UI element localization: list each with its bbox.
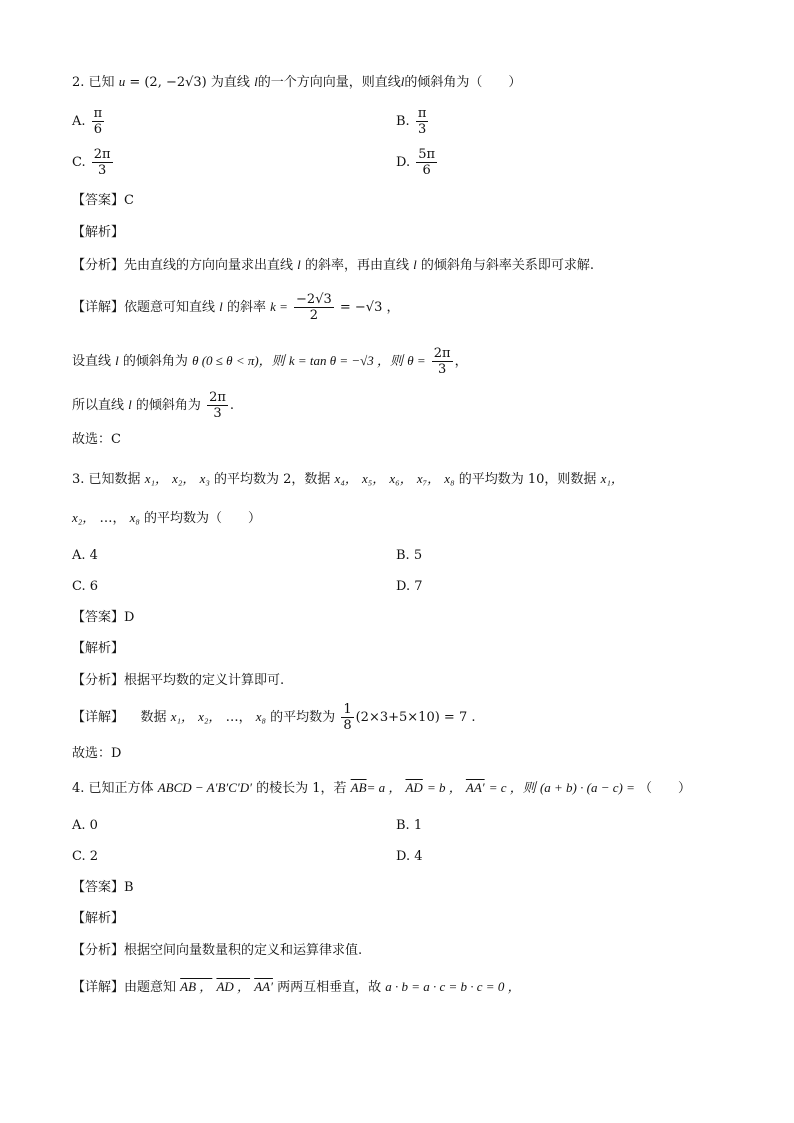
q3-fenxi [72,672,284,690]
punctuation: . [229,398,235,413]
fraction-denominator: 8 [343,718,352,733]
q2-vector-u: u [118,74,126,89]
q2-option-b-fraction [416,106,429,137]
choose-text: 故选：C [72,432,121,447]
vector-ad: $\overline{AD}$ [405,780,423,795]
q4-option-b [396,817,422,835]
q4-option-d [396,848,423,866]
q2-line-l: l [254,74,258,89]
theta-range: θ (0 ≤ θ < π)，则 [192,353,285,368]
q2-option-c-label: C. [72,154,86,170]
vector-ad: AD ， [216,979,251,994]
var-x7: x₇， [416,471,441,486]
dot-product-zero: a · b = a · c = b · c = 0 ， [385,979,521,994]
q2-stem-text-2: 的一个方向向量，则直线 [257,75,401,90]
fraction-denominator: 3 [417,122,427,137]
detail-text: 的斜率 [226,300,266,315]
answer-value: D [124,610,135,625]
q4-option-a [72,817,98,835]
option-text: A. 4 [72,548,98,563]
option-text: D. 7 [396,579,423,594]
q3-option-c [72,578,98,596]
detail-text: 依题意可知直线 [124,300,216,315]
q4-option-c [72,848,98,866]
fraction-numerator: 2π [433,346,451,361]
var-x2: x₂， [198,709,222,724]
q2-detail-2 [72,345,468,378]
answer-tag: 【答案】 [72,610,125,625]
line-l: l [297,257,301,272]
q2-option-a-label: A. [72,113,86,129]
q4-analysis-tag [72,910,124,928]
var-x4: x₄， [334,471,358,486]
ellipsis: …， [99,511,126,526]
line-l: l [128,397,132,412]
q3-stem-prefix: 3. 已知数据 [72,472,141,487]
slope-fraction [294,292,334,323]
fraction-numerator: 2π [93,147,111,162]
q2-option-c-fraction [92,147,113,178]
fenxi-text-2: 的斜率，再由直线 [304,258,409,273]
q2-option-c [72,147,115,178]
q2-fenxi [72,256,594,275]
dot-product-expression: (a + b) · (a − c) = [539,780,635,795]
var-x2: x₂， [172,471,196,486]
q3-answer [72,609,134,627]
q3-option-a [72,547,98,565]
q3-stem-1 [72,470,624,489]
q2-stem-text: 为直线 [210,75,250,90]
option-text: B. 1 [396,818,423,833]
answer-tag: 【答案】 [72,193,125,208]
q3-detail [72,701,475,734]
option-text: C. 2 [72,849,99,864]
detail-text: 的倾斜角为 [122,354,188,369]
q2-line-l-2: l [400,74,405,89]
tan-theta: k = tan θ = −√3 ，则 [288,353,404,368]
q4-fenxi [72,942,362,960]
option-text: C. 6 [72,579,99,594]
analysis-tag: 【解析】 [72,641,125,656]
choose-text: 故选：D [72,746,122,761]
q4-answer [72,879,134,897]
detail-text: 所以直线 [72,398,125,413]
q2-option-d-fraction [416,147,437,178]
var-x8: x₈ [255,709,267,724]
analysis-tag: 【解析】 [72,225,125,240]
q4-detail [72,978,521,997]
fenxi-text-3: 的倾斜角与斜率关系即可求解. [420,258,594,273]
var-x1: x₁， [600,471,624,486]
q4-stem-text: 的棱长为 1，若 [256,781,347,796]
fenxi-tag: 【分析】 [72,673,125,688]
fraction-denominator: 3 [213,406,222,421]
slope-result: = −√3 ， [339,300,400,315]
q2-option-d [396,147,439,178]
slope-k: k = [270,299,288,314]
detail-text: 的倾斜角为 [135,398,201,413]
fraction-denominator: 3 [98,163,107,178]
q4-stem [72,779,691,798]
var-x6: x₆， [389,471,413,486]
fenxi-text: 根据空间向量数量积的定义和运算律求值. [124,943,363,958]
q2-vector-value: = (2, −2√3) [129,75,207,90]
vector-aa: AA′ [465,780,485,795]
detail-tag: 【详解】 [72,300,125,315]
fraction-numerator: 5π [418,147,436,162]
fraction-denominator: 2 [309,308,319,323]
fenxi-tag: 【分析】 [72,258,125,273]
var-x3: x₃ [199,471,210,486]
q2-stem-text-3: 的倾斜角为（ ） [404,75,522,90]
eq-a: = a ， [366,780,402,795]
q2-analysis-tag [72,224,124,242]
line-l: l [115,353,119,368]
vector-ab: AB ， [180,979,213,994]
line-l: l [413,257,417,272]
eq-c: = c ，则 [488,780,536,795]
answer-value: B [124,880,134,895]
q3-choose [72,745,121,763]
detail-text: 的平均数为 [270,710,336,725]
mean-expression: (2×3+5×10) = 7 . [355,710,476,725]
q3-stem-2 [72,509,261,528]
q3-stem-text-2: 的平均数为 10，则数据 [458,472,597,487]
answer-tag: 【答案】 [72,880,125,895]
fraction-numerator: −2√3 [296,292,332,307]
punctuation: ， [454,354,468,369]
fraction-denominator: 6 [422,163,431,178]
q2-option-b [396,106,430,137]
detail-text: 数据 [140,710,167,725]
fraction-denominator: 6 [93,122,103,137]
q2-option-a [72,106,106,137]
var-x5: x₅， [361,471,386,486]
detail-text: 两两互相垂直，故 [277,980,382,995]
mean-fraction [341,702,353,733]
eq-b: = b ， [426,780,462,795]
fenxi-text: 先由直线的方向向量求出直线 [124,258,294,273]
q3-option-d [396,578,423,596]
ellipsis: …， [225,710,252,725]
q2-option-d-label: D. [396,154,411,170]
analysis-tag: 【解析】 [72,911,125,926]
detail-text: 设直线 [72,354,112,369]
var-x8: x₈ [444,471,455,486]
q2-option-a-fraction [92,106,105,137]
q4-stem-end: （ ） [639,781,692,796]
theta-eq: θ = [407,353,426,368]
var-x8: x₈ [129,510,140,525]
fraction-denominator: 3 [438,362,447,377]
q3-stem-end: 的平均数为（ ） [144,511,262,526]
q3-stem-text: 的平均数为 2，数据 [214,472,331,487]
answer-value: C [124,193,134,208]
fraction-numerator: 1 [343,702,352,717]
q2-option-b-label: B. [396,113,410,129]
theta-fraction [432,346,453,377]
fraction-numerator: π [417,106,427,121]
fraction-numerator: π [93,106,103,121]
vector-ab: $\overline{AB}$ [350,780,367,795]
fenxi-text: 根据平均数的定义计算即可. [124,673,285,688]
q2-stem [72,73,521,92]
q3-option-b [396,547,422,565]
q3-analysis-tag [72,640,124,658]
detail-tag: 【详解】 [72,710,125,725]
detail-text: 由题意知 [124,980,177,995]
option-text: D. 4 [396,849,423,864]
q2-detail-3 [72,389,234,422]
var-x1: x₁， [144,471,168,486]
q2-detail-1 [72,291,400,324]
cube-name: ABCD − A′B′C′D′ [157,780,252,795]
q2-choose [72,431,121,449]
var-x1: x₁， [170,709,194,724]
vector-aa: AA′ [254,979,273,994]
line-l: l [219,299,223,314]
angle-fraction [207,390,228,421]
fraction-numerator: 2π [209,390,226,405]
option-text: A. 0 [72,818,98,833]
q4-stem-prefix: 4. 已知正方体 [72,781,154,796]
q2-answer [72,192,134,210]
fenxi-tag: 【分析】 [72,943,125,958]
option-text: B. 5 [396,548,423,563]
q2-stem-prefix: 2. 已知 [72,75,115,90]
detail-tag: 【详解】 [72,980,125,995]
var-x2: x₂， [72,510,96,525]
